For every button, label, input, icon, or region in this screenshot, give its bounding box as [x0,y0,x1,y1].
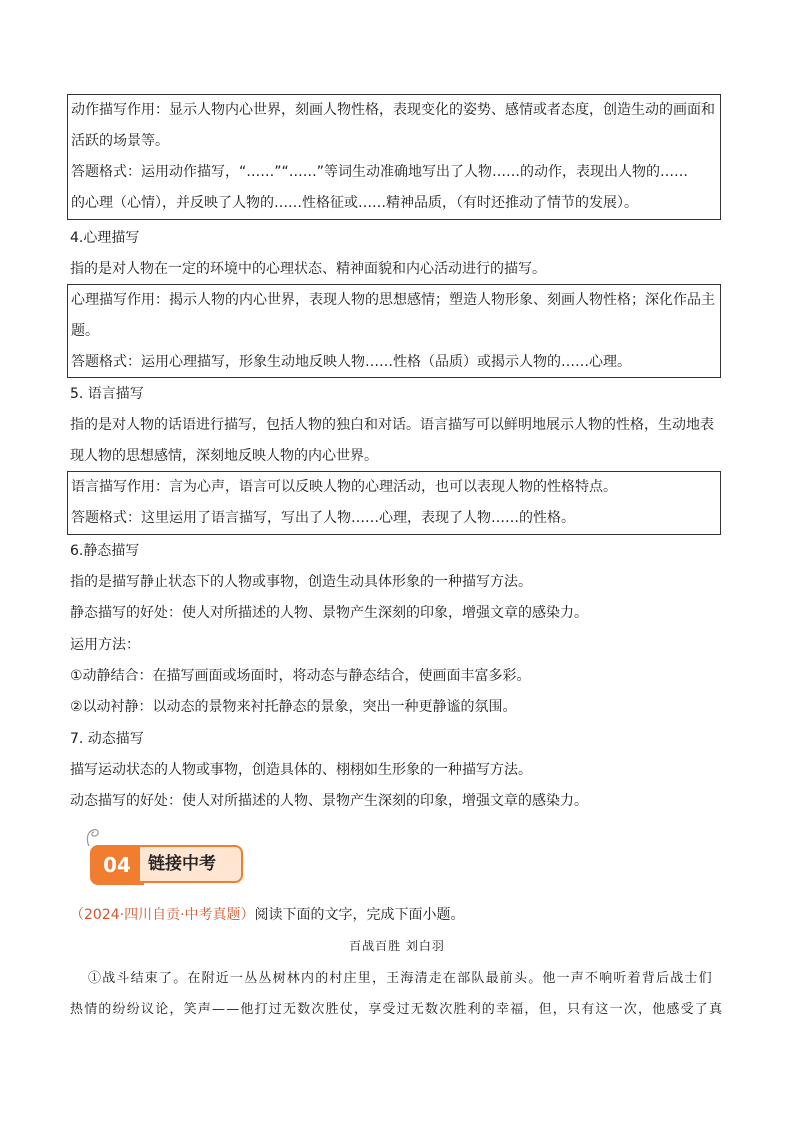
passage-line-1: ①战斗结束了。在附近一丛丛树林内的村庄里，王海清走在部队最前头。他一声不响听着背后战士们 [88,971,713,986]
exercise-prompt [70,905,465,925]
section-6-heading: 6.静态描写 [70,543,140,559]
box2-line-3: 答题格式：运用心理描写，形象生动地反映人物……性格（品质）或揭示人物的……心理。 [71,354,631,370]
box1-line-3: 答题格式：运用动作描写，“……”“……”等词生动准确地写出了人物……的动作，表现出人物的…… [71,164,689,180]
box3-line-2: 答题格式：这里运用了语言描写，写出了人物……心理，表现了人物……的性格。 [71,510,575,526]
box2-line-2: 题。 [71,323,99,339]
box3-line-1: 语言描写作用：言为心声，语言可以反映人物的心理活动，也可以表现人物的性格特点。 [71,479,617,495]
section-7-benefit: 动态描写的好处：使人对所描述的人物、景物产生深刻的印象，增强文章的感染力。 [70,793,588,809]
section-4-definition: 指的是对人物在一定的环境中的心理状态、精神面貌和内心活动进行的描写。 [70,261,546,277]
passage-line-2: 热情的纷纷议论，笑声——他打过无数次胜仗，享受过无数次胜利的幸福，但，只有这一次，他感受了真 [70,1002,724,1017]
section-4-heading: 4.心理描写 [70,230,140,246]
language-description-box [67,471,721,535]
section-6-benefit: 静态描写的好处：使人对所描述的人物、景物产生深刻的印象，增强文章的感染力。 [70,605,588,621]
section-6-definition: 指的是描写静止状态下的人物或事物，创造生动具体形象的一种描写方法。 [70,574,532,590]
section-badge [90,845,245,885]
section-7-definition: 描写运动状态的人物或事物，创造具体的、栩栩如生形象的一种描写方法。 [70,762,532,778]
badge-number: 04 [90,845,144,885]
exercise-instruction: 阅读下面的文字，完成下面小题。 [254,907,465,923]
box1-line-4: 的心理（心情），并反映了人物的……性格征或……精神品质，（有时还推动了情节的发展）。 [71,195,638,211]
action-description-box [67,94,721,220]
exercise-source: （2024·四川自贡·中考真题） [70,907,255,923]
box1-line-1: 动作描写作用：显示人物内心世界，刻画人物性格，表现变化的姿势、感情或者态度，创造生动的画面和 [71,102,715,118]
passage-title: 百战百胜 刘白羽 [349,939,445,953]
section-5-definition-2: 现人物的思想感情，深刻地反映人物的内心世界。 [70,448,378,464]
section-7-heading: 7. 动态描写 [70,731,144,747]
section-6-method-2: ②以动衬静：以动态的景物来衬托静态的景象，突出一种更静谧的氛围。 [70,699,517,715]
box1-line-2: 活跃的场景等。 [71,133,169,149]
section-6-method-1: ①动静结合：在描写画面或场面时，将动态与静态结合，使画面丰富多彩。 [70,668,531,684]
section-5-definition-1: 指的是对人物的话语进行描写，包括人物的独白和对话。语言描写可以鲜明地展示人物的性格，生动地表 [70,417,714,433]
badge-label: 链接中考 [140,845,243,883]
section-6-method-label: 运用方法： [70,637,140,653]
section-5-heading: 5. 语言描写 [70,386,144,402]
box2-line-1: 心理描写作用：揭示人物的内心世界，表现人物的思想感情；塑造人物形象、刻画人物性格；深化作品主 [71,292,715,308]
psychological-description-box [67,284,721,378]
